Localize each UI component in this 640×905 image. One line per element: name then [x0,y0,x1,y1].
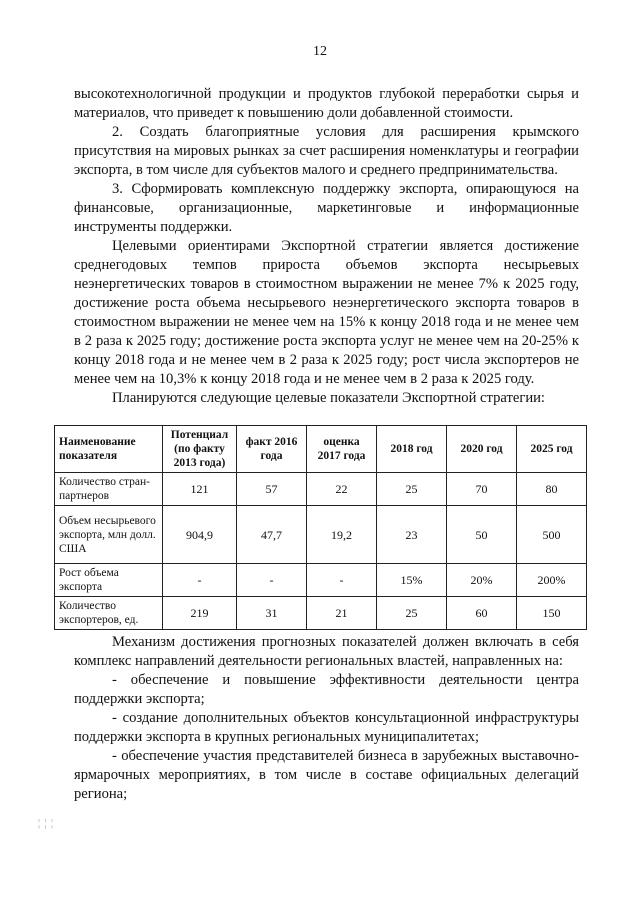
table-cell: 60 [447,597,517,630]
table-header-cell: 2020 год [447,426,517,473]
table-cell: 121 [163,473,237,506]
indicators-table [54,425,587,630]
indicators-table-wrap [54,425,586,630]
table-cell: 57 [237,473,307,506]
table-row [55,564,587,597]
table-row [55,506,587,564]
table-cell: Рост объема экспорта [55,564,163,597]
table-header-cell: Потенциал (по факту 2013 года) [163,426,237,473]
table-cell: 47,7 [237,506,307,564]
paragraph-item-2: 2. Создать благоприятные условия для расширения крымского присутствия на мировых рынках за счет расширения номенклатуры и географии экспорта, в том числе для субъектов малого и среднего предпринимательства. [74,124,579,178]
bullet-item: - обеспечение участия представителей бизнеса в зарубежных выставочно-ярмарочных мероприятиях, в том числе в составе официальных делегаций региона; [74,748,579,802]
table-cell: 31 [237,597,307,630]
table-row [55,473,587,506]
table-cell: - [307,564,377,597]
bullet-item: - обеспечение и повышение эффективности деятельности центра поддержки экспорта; [74,672,579,707]
paragraph-targets: Целевыми ориентирами Экспортной стратегии является достижение среднегодовых темпов прироста объемов экспорта несырьевых неэнергетических товаров в стоимостном выражении не менее 7% к 2025 году, достижение роста объема несырьевого неэнергетического экспорта товаров в стоимостном выражении не менее чем на 15% к концу 2018 года и не менее чем в 2 раза к 2025 году; достижение роста экспорта услуг не менее чем на 20-25% к концу 2018 года и не менее чем в 2 раза к 2025 году; рост числа экспортеров не менее чем на 10,3% к концу 2018 года и не менее чем в 2 раза к 2025 году. [74,238,579,387]
paragraph-continuation: высокотехнологичной продукции и продуктов глубокой переработки сырья и материалов, что приведет к повышению доли добавленной стоимости. [74,86,579,121]
table-cell: 200% [517,564,587,597]
paragraph-item-3: 3. Сформировать комплексную поддержку экспорта, опирающуюся на финансовые, организационные, маркетинговые и информационные инструменты поддержки. [74,181,579,235]
paragraph-mechanism: Механизм достижения прогнозных показателей должен включать в себя комплекс направлений деятельности региональных властей, направленных на: [74,634,579,669]
table-header-cell: оценка 2017 года [307,426,377,473]
table-cell: Количество экспортеров, ед. [55,597,163,630]
body-text-bottom [74,633,579,804]
table-cell: 50 [447,506,517,564]
table-header-cell: 2018 год [377,426,447,473]
table-cell: 80 [517,473,587,506]
table-cell: 70 [447,473,517,506]
table-cell: 219 [163,597,237,630]
table-cell: 15% [377,564,447,597]
table-row [55,597,587,630]
table-cell: 20% [447,564,517,597]
bullet-item: - создание дополнительных объектов консультационной инфраструктуры поддержки экспорта в крупных региональных муниципалитетах; [74,710,579,745]
table-header-cell: факт 2016 года [237,426,307,473]
table-cell: 25 [377,473,447,506]
table-header-cell: Наименование показателя [55,426,163,473]
body-text-top [74,85,579,408]
table-cell: 904,9 [163,506,237,564]
table-cell: 22 [307,473,377,506]
table-cell: - [163,564,237,597]
table-cell: 25 [377,597,447,630]
table-header-row [55,426,587,473]
table-cell: 19,2 [307,506,377,564]
scan-edge-mark: ¦ ¦ ¦ [38,818,55,829]
page-number: 12 [313,44,327,59]
table-cell: - [237,564,307,597]
table-cell: Объем несырьевого экспорта, млн долл. США [55,506,163,564]
table-header-cell: 2025 год [517,426,587,473]
table-cell: 21 [307,597,377,630]
paragraph-table-intro: Планируются следующие целевые показатели Экспортной стратегии: [112,390,545,406]
table-cell: 23 [377,506,447,564]
table-cell: 500 [517,506,587,564]
table-cell: Количество стран-партнеров [55,473,163,506]
table-cell: 150 [517,597,587,630]
